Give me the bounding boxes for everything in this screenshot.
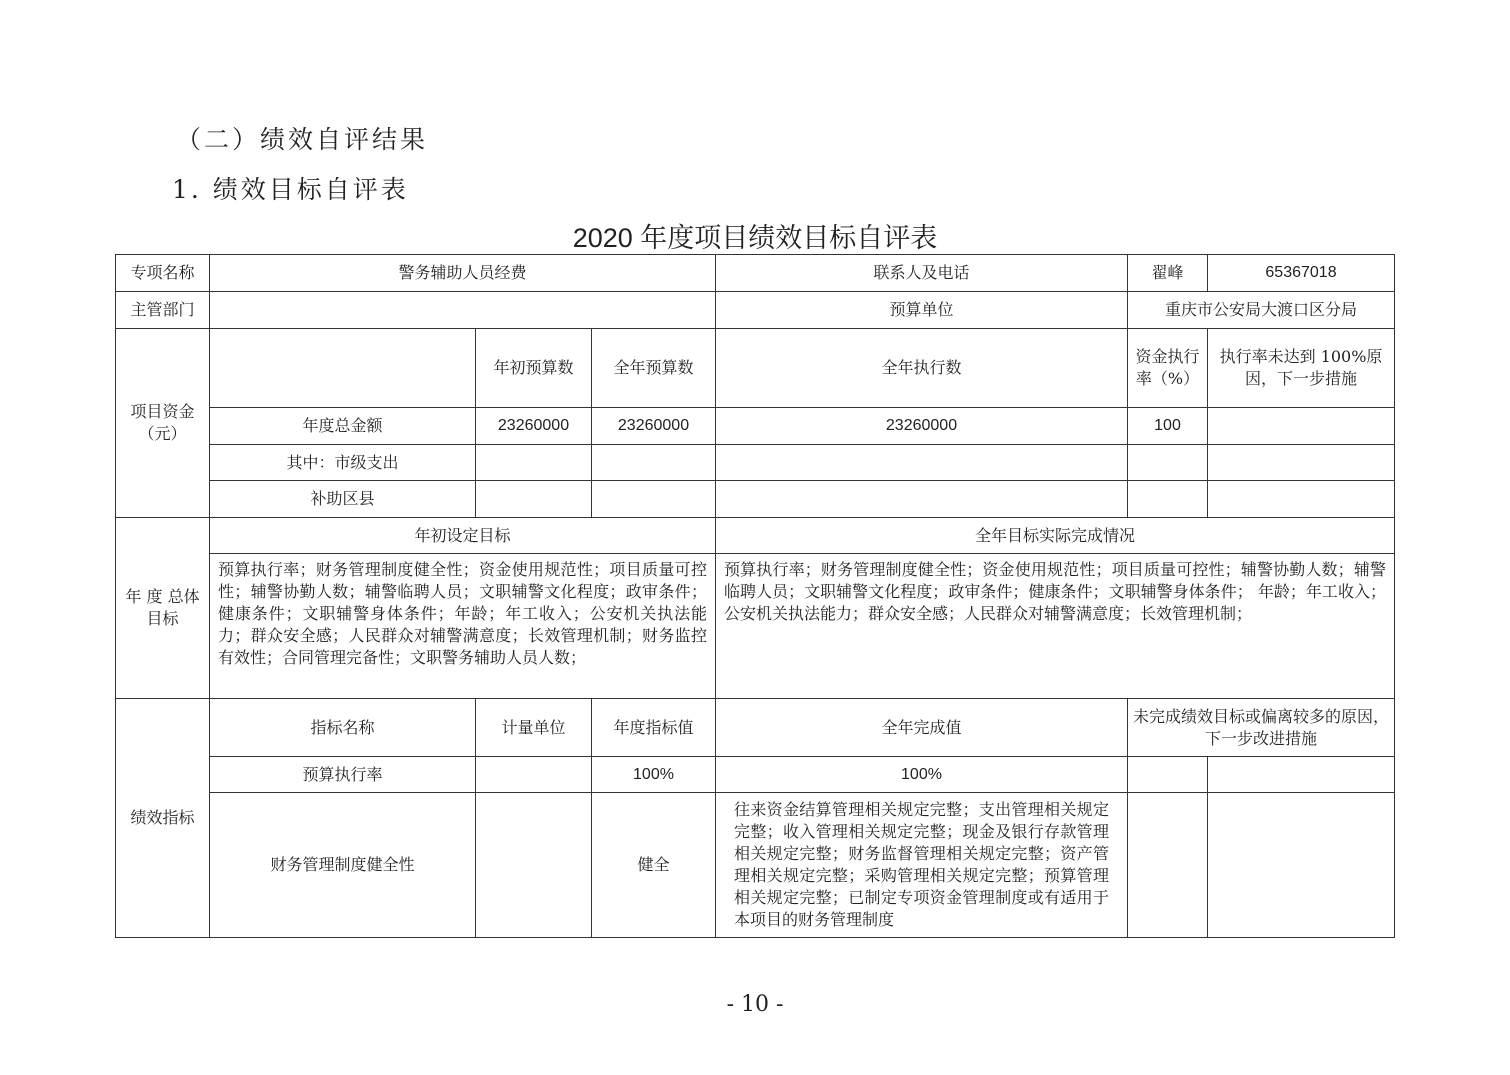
table-row xyxy=(116,408,1395,445)
empty-cell xyxy=(1128,793,1208,938)
value-cell xyxy=(592,445,716,481)
value-cell: 往来资金结算管理相关规定完整；支出管理相关规定完整；收入管理相关规定完整；现金及银行存款管理相关规定完整；财务监督管理相关规定完整；资产管理相关规定完整；采购管理相关规定完整；预算管理相关规定完整；已制定专项资金管理制度或有适用于本项目的财务管理制度 xyxy=(716,793,1128,938)
project-name: 警务辅助人员经费 xyxy=(210,255,716,292)
value-cell: 100 xyxy=(1128,408,1208,445)
table-row xyxy=(116,329,1395,408)
contact-name: 翟峰 xyxy=(1128,255,1208,292)
column-header: 年度指标值 xyxy=(592,699,716,757)
value-cell: 23260000 xyxy=(476,408,592,445)
column-header: 执行率未达到 100%原因，下一步措施 xyxy=(1208,329,1395,408)
label-cell: 项目资金（元） xyxy=(116,329,210,518)
value-cell xyxy=(1208,481,1395,518)
value-cell xyxy=(476,793,592,938)
empty-cell xyxy=(1208,793,1395,938)
table-row xyxy=(116,445,1395,481)
label-cell: 年 度 总体目标 xyxy=(116,518,210,699)
actual-goals-text: 预算执行率；财务管理制度健全性；资金使用规范性；项目质量可控性；辅警协勤人数；辅警临聘人员；文职辅警文化程度；政审条件；健康条件；文职辅警身体条件； 年龄；年工收入；公安机关执法能力；群众安全感；人民群众对辅警满意度；长效管理机制； xyxy=(716,554,1395,699)
row-label: 其中：市级支出 xyxy=(210,445,476,481)
table-row xyxy=(116,757,1395,793)
column-header: 全年目标实际完成情况 xyxy=(716,518,1395,554)
department xyxy=(210,292,716,329)
table-row xyxy=(116,554,1395,699)
column-header: 年初预算数 xyxy=(476,329,592,408)
column-header: 资金执行率（%） xyxy=(1128,329,1208,408)
value-cell xyxy=(476,757,592,793)
column-header: 计量单位 xyxy=(476,699,592,757)
section-heading: （二）绩效自评结果 xyxy=(176,125,429,154)
indicator-name: 预算执行率 xyxy=(210,757,476,793)
label-cell: 联系人及电话 xyxy=(716,255,1128,292)
value-cell: 健全 xyxy=(592,793,716,938)
label-cell: 主管部门 xyxy=(116,292,210,329)
value-cell xyxy=(716,481,1128,518)
value-cell: 23260000 xyxy=(716,408,1128,445)
value-cell xyxy=(476,445,592,481)
empty-cell xyxy=(210,329,476,408)
value-cell: 100% xyxy=(716,757,1128,793)
row-label: 年度总金额 xyxy=(210,408,476,445)
value-cell xyxy=(1128,481,1208,518)
self-evaluation-table xyxy=(115,254,1395,938)
table-title: 2020 年度项目绩效目标自评表 xyxy=(572,223,938,253)
value-cell xyxy=(592,481,716,518)
value-cell: 23260000 xyxy=(592,408,716,445)
label-cell: 专项名称 xyxy=(116,255,210,292)
table-row xyxy=(116,793,1395,938)
empty-cell xyxy=(1128,757,1208,793)
table-row xyxy=(116,255,1395,292)
column-header: 指标名称 xyxy=(210,699,476,757)
page-number: - 10 - xyxy=(726,992,784,1017)
indicator-name: 财务管理制度健全性 xyxy=(210,793,476,938)
table-row xyxy=(116,699,1395,757)
column-header: 年初设定目标 xyxy=(210,518,716,554)
set-goals-text: 预算执行率；财务管理制度健全性；资金使用规范性；项目质量可控性；辅警协勤人数；辅警临聘人员；文职辅警文化程度；政审条件；健康条件；文职辅警身体条件；年龄；年工收入；公安机关执法能力；群众安全感；人民群众对辅警满意度；长效管理机制；财务监控有效性；合同管理完备性；文职警务辅助人员人数； xyxy=(210,554,716,699)
value-cell xyxy=(1128,445,1208,481)
table-row xyxy=(116,481,1395,518)
table-row xyxy=(116,518,1395,554)
subsection-heading: 1. 绩效目标自评表 xyxy=(172,175,409,204)
column-header: 全年预算数 xyxy=(592,329,716,408)
contact-phone: 65367018 xyxy=(1208,255,1395,292)
value-cell: 100% xyxy=(592,757,716,793)
label-cell: 绩效指标 xyxy=(116,699,210,938)
value-cell xyxy=(716,445,1128,481)
row-label: 补助区县 xyxy=(210,481,476,518)
column-header: 全年执行数 xyxy=(716,329,1128,408)
value-cell xyxy=(1208,445,1395,481)
table-row xyxy=(116,292,1395,329)
value-cell xyxy=(1208,408,1395,445)
label-cell: 预算单位 xyxy=(716,292,1128,329)
value-cell xyxy=(476,481,592,518)
column-header: 未完成绩效目标或偏离较多的原因，下一步改进措施 xyxy=(1128,699,1395,757)
column-header: 全年完成值 xyxy=(716,699,1128,757)
empty-cell xyxy=(1208,757,1395,793)
budget-unit: 重庆市公安局大渡口区分局 xyxy=(1128,292,1395,329)
